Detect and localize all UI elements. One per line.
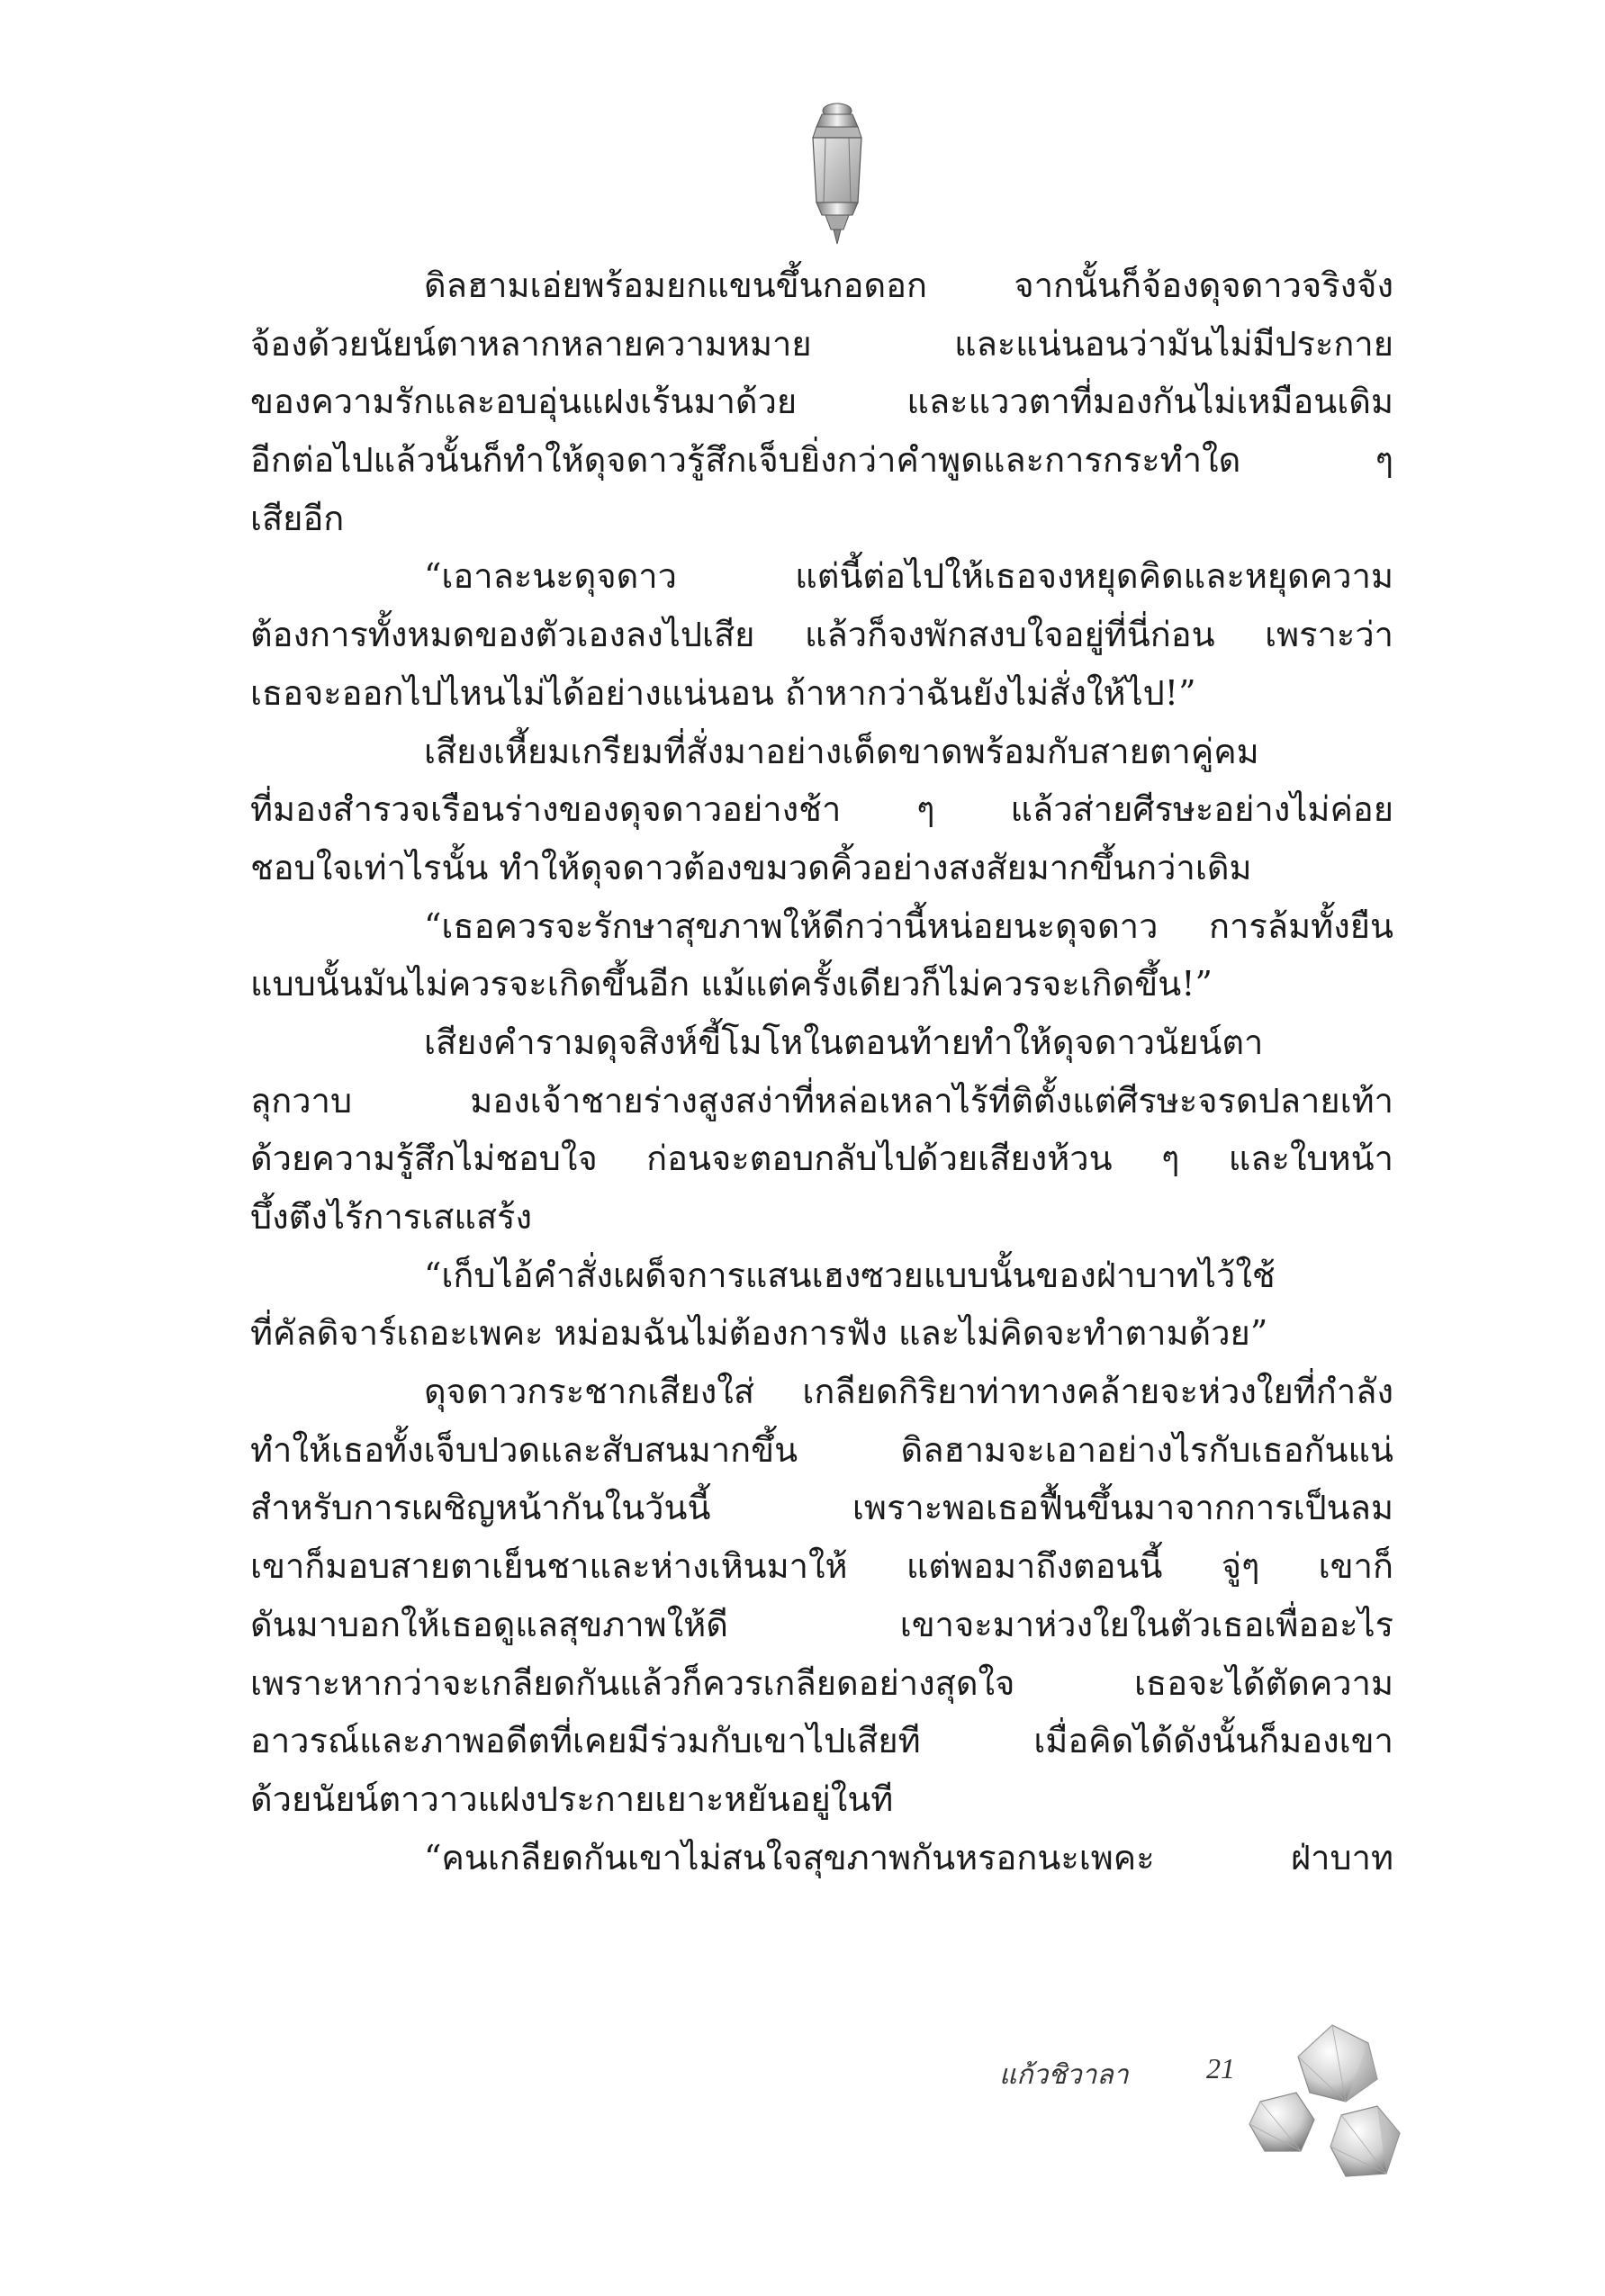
text-line: “เธอควรจะรักษาสุขภาพให้ดีกว่านี้หน่อยนะดุจดาว การล้มทั้งยืน xyxy=(424,905,1393,946)
text-line: ทำให้เธอทั้งเจ็บปวดและสับสนมากขึ้น ดิลฮามจะเอาอย่างไรกับเธอกันแน่ xyxy=(250,1429,1393,1470)
text-line: เสียงเหี้ยมเกรียมที่สั่งมาอย่างเด็ดขาดพร้อมกับสายตาคู่คม xyxy=(424,731,1259,771)
text-line: เพราะหากว่าจะเกลียดกันแล้วก็ควรเกลียดอย่างสุดใจ เธอจะได้ตัดความ xyxy=(250,1662,1393,1703)
text-line: “เก็บไอ้คำสั่งเผด็จการแสนเฮงซวยแบบนั้นของฝ่าบาทไว้ใช้ xyxy=(424,1255,1276,1295)
text-line: ดิลฮามเอ่ยพร้อมยกแขนขึ้นกอดอก จากนั้นก็จ้องดุจดาวจริงจัง xyxy=(424,266,1393,305)
text-line: เธอจะออกไปไหนไม่ได้อย่างแน่นอน ถ้าหากว่าฉันยังไม่สั่งให้ไป!” xyxy=(250,672,1196,713)
body-text xyxy=(250,257,1393,1886)
book-title: แก้วชิวาลา xyxy=(999,2059,1129,2091)
text-line: ดันมาบอกให้เธอดูแลสุขภาพให้ดี เขาจะมาห่วงใยในตัวเธอเพื่ออะไร xyxy=(250,1604,1393,1644)
text-line: เขาก็มอบสายตาเย็นชาและห่างเหินมาให้ แต่พอมาถึงตอนนี้ จู่ๆ เขาก็ xyxy=(250,1546,1393,1587)
text-line: ของความรักและอบอุ่นแฝงเร้นมาด้วย และแววตาที่มองกันไม่เหมือนเดิม xyxy=(250,382,1393,422)
text-line: เสียอีก xyxy=(250,498,345,538)
text-line: อีกต่อไปแล้วนั้นก็ทำให้ดุจดาวรู้สึกเจ็บยิ่งกว่าคำพูดและการกระทำใด ๆ xyxy=(250,440,1393,481)
lantern-ornament-icon xyxy=(804,95,870,248)
text-line: บึ้งตึงไร้การเสแสร้ง xyxy=(250,1197,533,1237)
text-line: “เอาละนะดุจดาว แต่นี้ต่อไปให้เธอจงหยุดคิดและหยุดความ xyxy=(424,556,1393,597)
text-line: “คนเกลียดกันเขาไม่สนใจสุขภาพกันหรอกนะเพคะ ฝ่าบาท xyxy=(424,1837,1393,1877)
text-line: ดุจดาวกระชากเสียงใส่ เกลียดกิริยาท่าทางคล้ายจะห่วงใยที่กำลัง xyxy=(424,1372,1393,1412)
page-number: 21 xyxy=(1206,2052,1235,2084)
diamond-gems-icon xyxy=(1242,2016,1422,2187)
text-line: ต้องการทั้งหมดของตัวเองลงไปเสีย แล้วก็จงพักสงบใจอยู่ที่นี่ก่อน เพราะว่า xyxy=(250,615,1393,655)
text-line: ชอบใจเท่าไรนั้น ทำให้ดุจดาวต้องขมวดคิ้วอย่างสงสัยมากขึ้นกว่าเดิม xyxy=(250,847,1252,887)
text-line: ลุกวาบ มองเจ้าชายร่างสูงสง่าที่หล่อเหลาไร้ที่ติตั้งแต่ศีรษะจรดปลายเท้า xyxy=(250,1080,1393,1121)
text-line: อาวรณ์และภาพอดีตที่เคยมีร่วมกับเขาไปเสียที เมื่อคิดได้ดังนั้นก็มองเขา xyxy=(250,1721,1393,1761)
text-line: ด้วยความรู้สึกไม่ชอบใจ ก่อนจะตอบกลับไปด้วยเสียงห้วน ๆ และใบหน้า xyxy=(250,1139,1393,1179)
text-line: แบบนั้นมันไม่ควรจะเกิดขึ้นอีก แม้แต่ครั้งเดียวก็ไม่ควรจะเกิดขึ้น!” xyxy=(250,964,1213,1004)
text-line: ที่คัลดิจาร์เถอะเพคะ หม่อมฉันไม่ต้องการฟัง และไม่คิดจะทำตามด้วย” xyxy=(250,1313,1268,1354)
text-line: จ้องด้วยนัยน์ตาหลากหลายความหมาย และแน่นอนว่ามันไม่มีประกาย xyxy=(250,323,1393,364)
text-line: ที่มองสำรวจเรือนร่างของดุจดาวอย่างช้า ๆ แล้วส่ายศีรษะอย่างไม่ค่อย xyxy=(250,789,1393,830)
text-line: เสียงคำรามดุจสิงห์ขี้โมโหในตอนท้ายทำให้ดุจดาวนัยน์ตา xyxy=(424,1022,1264,1062)
text-line: ด้วยนัยน์ตาวาวแฝงประกายเยาะหยันอยู่ในที xyxy=(250,1778,894,1819)
text-line: สำหรับการเผชิญหน้ากันในวันนี้ เพราะพอเธอฟื้นขึ้นมาจากการเป็นลม xyxy=(250,1488,1393,1528)
